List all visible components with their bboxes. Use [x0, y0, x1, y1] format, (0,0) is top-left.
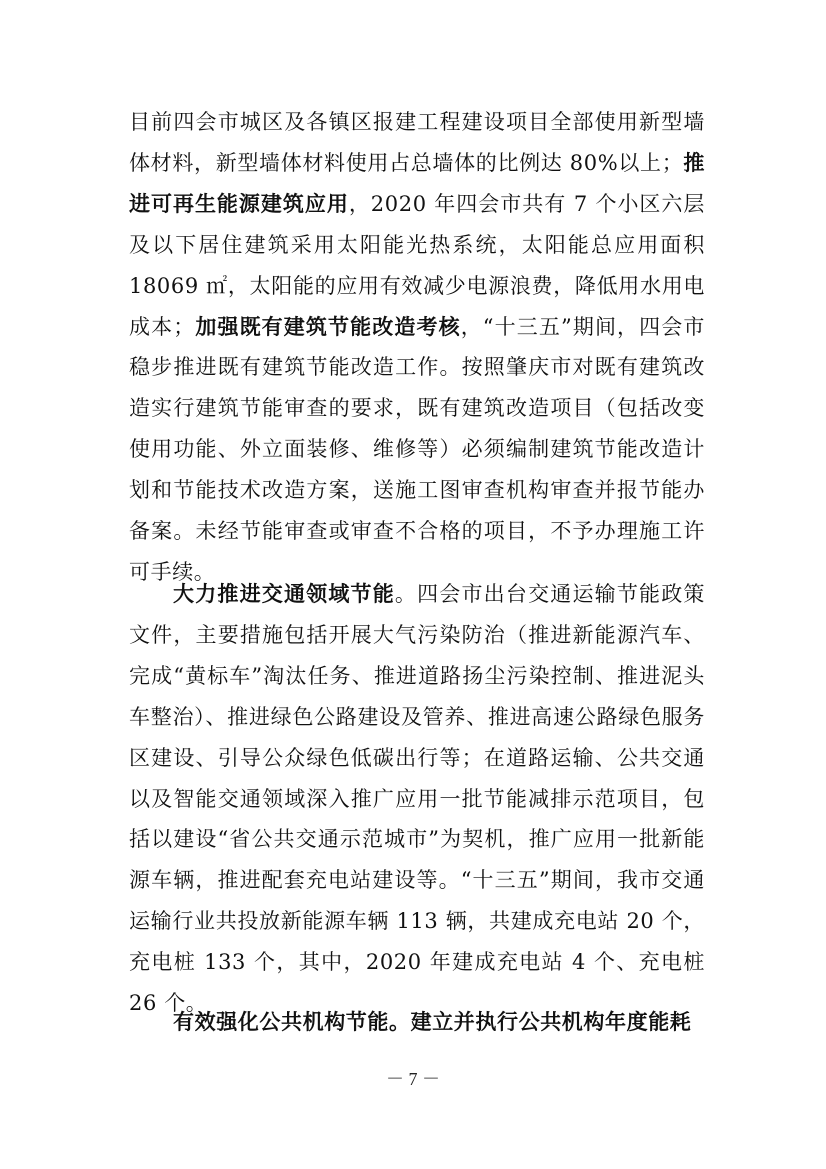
bold-text-run: 。建立并执行公共机构年度能耗: [389, 1009, 692, 1034]
paragraph-text: [129, 1002, 705, 1043]
bold-heading-transport: 大力推进交通领域节能: [173, 581, 395, 606]
bold-heading-renewable-energy: 推进可再生能源建筑应用: [129, 149, 705, 216]
paragraph-transport-energy: [129, 574, 705, 1024]
paragraph-text: [129, 574, 705, 1024]
paragraph-public-institution: [129, 1002, 705, 1043]
text-run: ，“十三五”期间，四会市稳步推进既有建筑节能改造工作。按照肇庆市对既有建筑改造实行建筑节能审查的要求，既有建筑改造项目（包括改变使用功能、外立面装修、维修等）必须编制建筑节能改造计划和节能技术改造方案，送施工图审查机构审查并报节能办备案。未经节能审查或审查不合格的项目，不予办理施工许可手续。: [129, 314, 705, 584]
page-number: － 7 －: [386, 1069, 440, 1089]
paragraph-text: [129, 102, 705, 593]
bold-heading-retrofit-assessment: 加强既有建筑节能改造考核: [194, 313, 461, 339]
paragraph-building-energy: [129, 102, 705, 593]
text-run: 。四会市出台交通运输节能政策文件，主要措施包括开展大气污染防治（推进新能源汽车、完成“黄标车”淘汰任务、推进道路扬尘污染控制、推进泥头车整治）、推进绿色公路建设及管养、推进高速公路绿色服务区建设、引导公众绿色低碳出行等；在道路运输、公共交通以及智能交通领域深入推广应用一批节能减排示范项目，包括以建设“省公共交通示范城市”为契机，推广应用一批新能源车辆，推进配套充电站建设等。“十三五”期间，我市交通运输行业共投放新能源车辆 113 辆，共建成充电站 20 个，充电桩 133 个，其中，2020 年建成充电站 4 个、充电桩 26 个。: [129, 582, 706, 1016]
bold-heading-public-institution: 有效强化公共机构节能: [173, 1009, 389, 1034]
text-run: ，2020 年四会市共有 7 个小区六层及以下居住建筑采用太阳能光热系统，太阳能总应用面积 18069 ㎡，太阳能的应用有效减少电源浪费，降低用水用电成本；: [129, 191, 705, 339]
text-run: 目前四会市城区及各镇区报建工程建设项目全部使用新型墙体材料，新型墙体材料使用占总墙体的比例达 80%以上；: [129, 110, 705, 175]
